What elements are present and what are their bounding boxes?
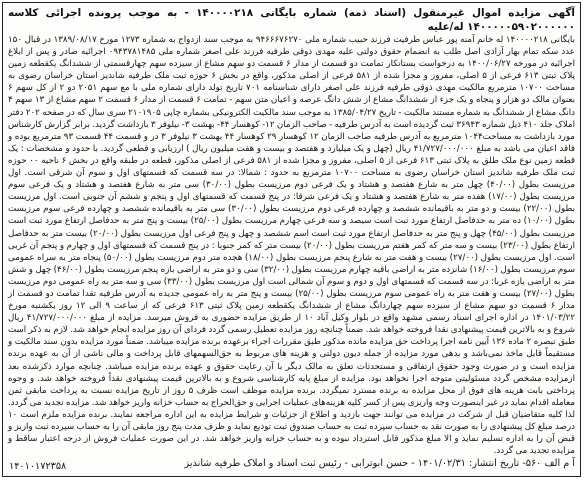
notice-title: آگهی مزایده اموال غیرمنقول (اسناد ذمه) شماره بایگانی ۱۴۰۰۰۰۲۱۸ - به موجب پرونده اجرائی کلاسه ۱۴۰۰۰۰۰۵۹۰۲۰۰۰۰۰۰ له/علیه <box>8 7 575 33</box>
notice-code: ۱۴۰۱۰۱۷۲۳۵۸ <box>9 460 67 472</box>
footer-signature: آ م الف ۵۶۰- تاریخ انتشار: ۱۴۰۱/۰۲/۳۱ - حسن ابوترابی - رئیس ثبت اسناد و املاک طرفیه شاندیز <box>184 458 575 470</box>
notice-body: بایگانی ۱۴۰۰۰۰۲۱۸ له خانم آمنه پور عباس طرفیت فرزند حبیب شماره ملی ۹۴۶۶۶۷۶۲۷۰ به موجب سند ازدواج به شماره ۱۲۷۳ مورخ ۱۳۸۹/۰۸/۱۷ در قبال ۱۵۰ عدد سکه تمام بهار آزادی اصل طلب به انضمام حقوق دولتی علیه مهدی ذوقی طرفیه فرزند علی اصغر شماره ملی ۰۹۴۳۷۸۱۴۸۵ اجرائیه صادر و پس از ابلاغ اجرائیه در مورخه ۱۴۰۰/۰۶/۲۷ به درخواست بستانکار تمامت دو قسمت از مدار ۶ قسمت دو سهم مشاع از سیزده سهم چهارقسمتی از ششدانگ یکقطعه زمین پلاک ثبتی ۶۱۳ فرعی از ۵ اصلی، مفروز و مجزا شده از ۵۸۱ فرعی از اصلی مذکور، واقع در بخش ۶ حوزه ثبت ملک طرفیه شاندیز استان خراسان رضوی به مساحت ۱۰۷۰۰ مترمربع مالکیت مهدی ذوقی طرفیه فرزند علی اصغر دارای شناسنامه ۷۰۱ تاریخ تولد دارای شماره ملی با مع سهم ۲۰۵۱ دو ۲ از کل سهم ۶ بعنوان مالک دو هزار و پنجاه و یک جزء از ششدانگ مشاع از شش دانگ عرصه و اعیان متن سهم - تمامت ۶ قسمت از مدار ۶ قسمت ۲ سهم مشاع از ۱۳ سهم ۴ دانگ مشاع از ششدانگ به شماره مستند مالکیت - تاریخ ۱۳۸۵/۰۴/۲۷ به موجب سند مالکیت الکترونیکی بشماره چاپی ۲۱۰۱۹۰۵ سری سال که در صفحه ۲۰۲ دفتر املاک جلد ۴۱۰ ذیل شماره ۳۶۹۴۳ ثبت گردیده است به آدرس طرفیه - صاحب الزمان ۱۲- کوهسار ۴۴- بهشت ۳- نیلوفر ۳ بازداشت گردید. برابر گزارش کارشناس مورد بازداشت به مساحت۱۰۴۴ مترمربع به آدرس طرفیه صاحب الزمان ۱۲ کوهسار ۲۹ کوهسار ۴۴ بهشت ۳ نیلوفر ۳ در و قسمت ۴۴ قسمت ۹۳ مترمربع بوده و فاقد اعیان می باشد به مبلغ ۴۱/۷۲۷/۰۰۰/۰۰۰ ریال (چهل و یک میلیارد و هفتصد و بیست و هفت میلیون ریال ) ارزیابی و قطعی گردید. با حدود و مشخصات : یک قطعه زمین نوع ملک طلق به پلاک ثبتی ۶۱۳ فرعی از ۵ اصلی، مفروز و مجزا شده از ۵۸۱ فرعی از اصلی مذکور، قطعه در طبقه واقع در بخش ۶ ناحیه ۰۰ حوزه ثبت ملک طرفیه شاندیز استان خراسان رضوی به مساحت ۱۰۷۰۰ مترمربع به حدود : شمالا: در سه قسمت که قسمتهای اول و سوم آن شرقی است. اول مرزیست بطول (۴۰/۰۰) چهل متر به شارع هفتصد و هشتاد و یک فرعی دوم مرزیست بطول (۳۰/۰۰) سی متر به شارع هفتصد و هشتاد و یک فرعی سوم مرزیست بطول (۱۷/۰۰) هفده متر به شارع هفتصد و هشتاد و یک فرعی شرقا: در پنج قسمت که قسمتهای اول و پنجم و ششم آن جنوبی است. اول مرزیست بطول (۲۲/۰۰) بیست و دو متر به باقیمانده ششصد و چهارده فرعی دوم مرزیست بطول (۳۰/۰۰) سی متر به باقیمانده ششصد و چهارده فرعی سوم مرزیست بطول (۱۰/۰۰) ده متر به حدفاصل ارتفاع مورد ثبت است سیصد و سه فرعی چهارم مرزیست بطول (۲۵/۰۰) بیست و پنج متر به حدفاصل ارتفاع مورد ثبت است مرزیست بطول (۴۵/۰۰) چهل و پنج متر به حدفاصل ارتفاع مورد ثبت است اسم ششصد و چهل و پنج فرعی اول مرزیست بطول (۲۰/۰۰) بیست متر به حدفاصل ارتفاع بطول (۲۳/۰۰) بیست و سه متر که کمر هفتم مرزیست بطول (۲۰/۰۰) بیست متر که کمر جنوبا : در پنج قسمت که قسمتهای اول و چهارم و پنجم آن غربی است. اول مرزیست بطول (۲۷/۰۰) بیست و هفت متر به شارع پنجم مرزیست بطول (۱۸/۰۰) هجده متر دوم مرزیست بطول (۵۰/۰۰) پنجاه متر به سراه عمومی سوم مرزیست بطول (۱۶/۰۰) شانزده متر به اراضی باقیه چهارم مرزیست بطول (۳۲/۰۰) سی و دو متر به اراضی بازه پنجم مرزیست بطول (۴۶/۰۰) چهل و شش متر به اراضی بازه غربا: در سه قسمت که قسمتهای اول و دوم و سوم آن شمالی است اول مرزیست بطول (۳۳/۰۰) سی و سه متر به راه عمومی دوم مرزیست بطول (۲۷/۰۰) بیست و هفت متر به راه عمومی سوم مرزیست بطول (۲۵/۰۰) بیست و پنج متر به راه عمومی جدیده به آدرس طرفیه تقدا تمامت دو قسمت از مدار ۶ قسمت دو سهم مشاع از سیزده سهم چهاردانگ مشاع از ششدانگ یکقطعه زمین پلاک ثبتی ۶۱۳ فرعی که از ساعت ۹ الی ۱۲ روز یکشنبه مورخ ۱۴۰۱/۰۳/۲۲ در اداره اجرای اسناد رسمی مشهد واقع در بلوار وکیل آباد ۱۰ از طریق مزایده حضوری به فروش میرسد. مزایده از مبلغ ۴۱/۷۲۷/۰۰۰/۰۰۰ ریال شروع و به بالاترین قیمت پیشنهادی نقدا فروخته خواهد شد. ضمناً چنانچه روز مزایده تعطیل رسمی گردد فردای آن روز مزایده انجام خواهد شد. لازم به ذکر است طبق تبصره ۲ ماده ۱۳۶ آیین نامه اجرا پرداخت حق مزایده مانده مذکور طبق مقررات اجراء برعهده برنده مزایده میباشد. ضمناً مورد مزایده بدون سند مالکیت و مستقیماً قابل ماخذ نمی‌باشد و بدهی مورد مزایده از جمله دیون دولتی و هزینه های مربوط به حق‌السهمهای قابل پرداخت و مالی ناشی از آن به عهده برنده مزایده است و در صورت وجود حقوق ارتفاقی و مستحدثات تعلق به مالک دیگر با آن رعایت حقوق و عهده برنده مزایده میباشد. چنانچه موارد ذکرشده بعد ازمزایده مشخص گردد مسئولیتی متوجه اجرا نخواهد بود. مزایده از مبلغ پایه کارشناسی شروع و به بالاترین قیمت پیشنهادی نقداً فروخته خواهد شد. و وجوه پرداختی بابت هزینه های فوق از محل مزایده به برنده مسترد نمیگردد. برنده مزایده موظف است ظرف ۵ روز از تاریخ مزایده نسبت به پرداخت مابقی ثمن معامله اقدام نماید در غیر اینصورت وجه واریزی پس از کسر کلیه هزینه‌های عملیات اجرایی و حق‌الحراج به حساب خزانه واریز خواهد شد. مزایده تجدید می گردد. لذا کلیه متقاضیان قبل از شرکت در مزایده می توانند جهت بازدید و اطلاع از جزئیات و شرایط مزایده به این اداره مراجعه نمایند. برنده مزایده ملزم است ۱۰ درصد مبلغ کل پیشنهادی را به صورت نقد به حساب سپرده ثبت به حساب صندوق ثبت تودیع نماید و ظرف مدت پنج روز مابقی آن را به حساب سپرده ثبت واریز و قبض آن را به اداره تسلیم نماید و الا مبلغ مذکور قابل استرداد نبوده و به حساب خزانه واریز خواهد شد. در این صورت عملیات فروش از درجه اعتبار ساقط و مزایده تجدید می گردد. <box>8 35 576 457</box>
auction-notice <box>2 2 581 477</box>
notice-footer <box>8 457 575 470</box>
